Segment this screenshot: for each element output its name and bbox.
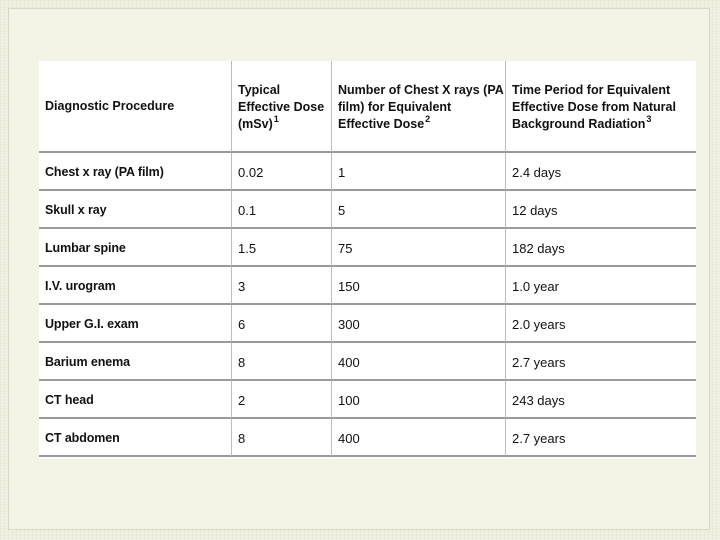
dose-cell: 0.1 — [232, 191, 332, 229]
slide-background — [8, 8, 710, 530]
table-row — [39, 381, 696, 419]
procedure-cell: Lumbar spine — [39, 229, 232, 267]
chest-xrays-cell: 400 — [332, 419, 506, 457]
chest-xrays-cell: 100 — [332, 381, 506, 419]
footnote-marker: 2 — [425, 113, 431, 124]
header-text: Time Period for Equivalent Effective Dose from Natural Background Radiation — [512, 82, 676, 131]
chest-xrays-cell: 150 — [332, 267, 506, 305]
chest-xrays-cell: 400 — [332, 343, 506, 381]
radiation-dose-table — [39, 61, 696, 457]
dose-cell: 3 — [232, 267, 332, 305]
time-period-cell: 2.0 years — [506, 305, 696, 343]
dose-cell: 6 — [232, 305, 332, 343]
table-row — [39, 191, 696, 229]
chest-xrays-cell: 1 — [332, 153, 506, 191]
footnote-marker: 1 — [273, 113, 279, 124]
time-period-cell: 2.7 years — [506, 419, 696, 457]
header-row — [39, 61, 696, 153]
time-period-cell: 243 days — [506, 381, 696, 419]
procedure-cell: I.V. urogram — [39, 267, 232, 305]
header-diagnostic-procedure — [39, 61, 232, 153]
chest-xrays-cell: 300 — [332, 305, 506, 343]
time-period-cell: 2.7 years — [506, 343, 696, 381]
dose-cell: 8 — [232, 419, 332, 457]
table-row — [39, 229, 696, 267]
table-row — [39, 419, 696, 457]
procedure-cell: Skull x ray — [39, 191, 232, 229]
footnote-marker: 3 — [646, 113, 652, 124]
header-time-period — [506, 61, 696, 153]
procedure-cell: Barium enema — [39, 343, 232, 381]
table-row — [39, 305, 696, 343]
header-text: Number of Chest X rays (PA film) for Equivalent Effective Dose — [338, 82, 504, 131]
table-row — [39, 343, 696, 381]
time-period-cell: 182 days — [506, 229, 696, 267]
time-period-cell: 12 days — [506, 191, 696, 229]
procedure-cell: Upper G.I. exam — [39, 305, 232, 343]
header-typical-effective-dose — [232, 61, 332, 153]
table-row — [39, 267, 696, 305]
time-period-cell: 2.4 days — [506, 153, 696, 191]
radiation-dose-table-container — [39, 61, 696, 459]
header-text: Typical Effective Dose (mSv) — [238, 82, 325, 131]
dose-cell: 8 — [232, 343, 332, 381]
procedure-cell: Chest x ray (PA film) — [39, 153, 232, 191]
dose-cell: 0.02 — [232, 153, 332, 191]
header-number-of-chest-xrays — [332, 61, 506, 153]
table-row — [39, 153, 696, 191]
procedure-cell: CT head — [39, 381, 232, 419]
header-text: Diagnostic Procedure — [45, 98, 175, 113]
dose-cell: 1.5 — [232, 229, 332, 267]
procedure-cell: CT abdomen — [39, 419, 232, 457]
chest-xrays-cell: 75 — [332, 229, 506, 267]
dose-cell: 2 — [232, 381, 332, 419]
chest-xrays-cell: 5 — [332, 191, 506, 229]
time-period-cell: 1.0 year — [506, 267, 696, 305]
